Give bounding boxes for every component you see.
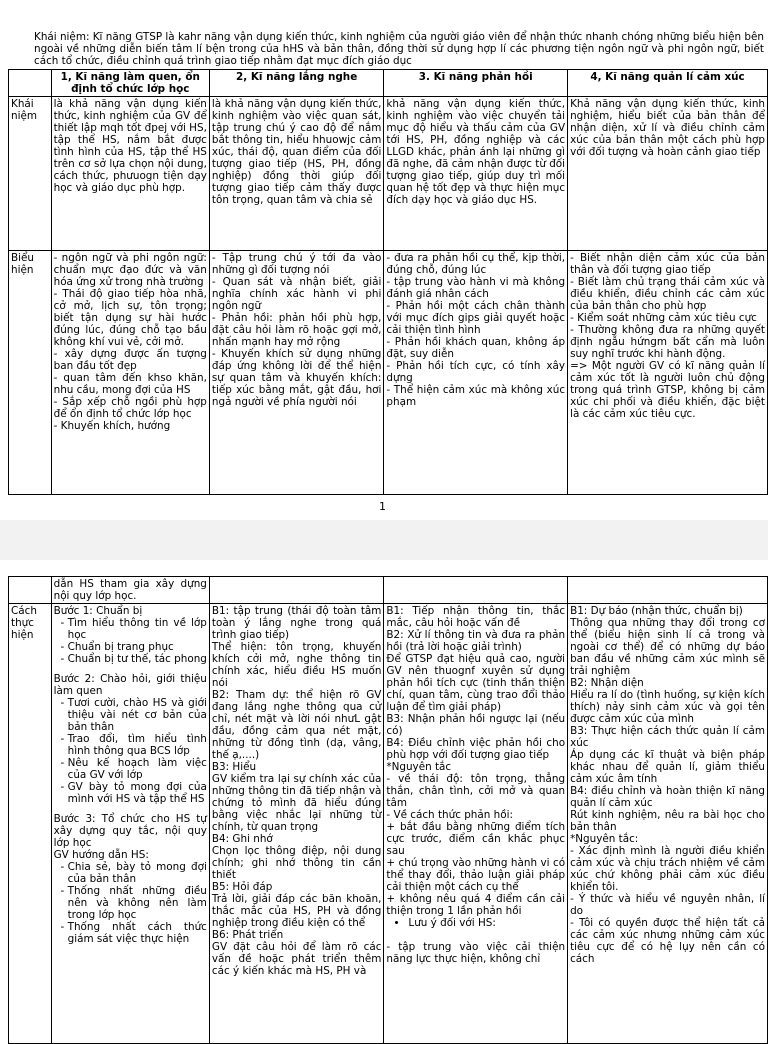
row-label-concept: Khái niệm [9, 97, 52, 251]
continuation-skill-2 [209, 577, 384, 604]
bullet-note: • Lưu ý đối với HS: [408, 917, 565, 929]
page-2 [0, 560, 768, 1024]
table-row-concept [9, 97, 768, 251]
step-3-title: Bước 3: Tổ chức cho HS tự xây dựng quy tắc, nội quy lớp học [53, 813, 207, 849]
concept-skill-4: Khả năng vận dụng kiến thức, kinh nghiệm, hiểu biết của bản thân để nhận diện, xử lí và điều chỉnh cảm xúc của bản thân một cách phù hợp với đối tượng và hoàn cảnh giao tiếp [568, 97, 768, 251]
header-skill-4: 4, Kĩ năng quản lí cảm xúc [568, 70, 768, 97]
step-2-title: Bước 2: Chào hỏi, giới thiệu làm quen [53, 673, 207, 697]
list-item: - Thống nhất những điều nên và không nên làm trong lớp học [68, 885, 207, 921]
page-number: 1 [379, 500, 386, 513]
page-1 [0, 0, 768, 520]
page-gap [0, 520, 768, 560]
header-skill-1: 1, Kĩ năng làm quen, ổn định tổ chức lớp học [51, 70, 209, 97]
list-item: - Chia sẻ, bày tỏ mong đợi của bản thân [68, 861, 207, 885]
concept-skill-2: là khả năng vận dụng kiến thức, kinh nghiệm vào việc quan sát, tập trung chú ý cao độ để nắm bắt thông tin, hiểu hhuowjc cảm xúc, thái độ, quan điểm của đối tượng giao tiếp (HS, PH, đồng nghiệp) đồng thời giúp đối tượng giao tiếp cảm thấy được tôn trọng, quan tâm và chia sẻ [209, 97, 384, 251]
continuation-skill-4 [568, 577, 768, 604]
step-3-subtitle: GV hướng dẫn HS: [53, 849, 149, 861]
list-item: - Thống nhất cách thức giám sát việc thực hiện [68, 921, 207, 945]
list-item: - Trao đổi, tìm hiểu tình hình thông qua BCS lớp [68, 733, 207, 757]
implementation-skill-3-note: - tập trung vào việc cải thiện năng lực thực hiện, không chỉ [386, 941, 569, 965]
skills-table-page-2 [8, 576, 768, 1044]
list-item: - Tìm hiểu thông tin về lớp học [68, 617, 207, 641]
list-item: - Tươi cười, chào HS và giới thiệu vài nét cơ bản của bản thân [68, 697, 207, 733]
manifestation-skill-4: - Biết nhận diện cảm xúc của bản thân và đối tượng giao tiếp - Biết làm chủ trạng thái cảm xúc và điều khiển, điều chỉnh các cảm xúc của bản thân cho phù hợp - Kiểm soát những cảm xúc tiêu cực - Thường không đưa ra những quyết định ngẫu hứngm bất cẩn mà luôn suy nghĩ trước khi hành động. => Một người GV có kĩ năng quản lí cảm xúc tốt là người luôn chủ động trong quá trình GTSP, không bị cảm xúc chi phối và điều khiển, đặc biệt là các cảm xúc tiêu cực. [568, 251, 768, 495]
list-item: - Chuẩn bị tư thế, tác phong [68, 653, 207, 665]
row-label-implementation: Cách thực hiện [9, 604, 52, 1044]
header-empty [9, 70, 52, 97]
list-item: - GV bày tỏ mong đợi của mình với HS và tập thể HS [68, 781, 207, 805]
header-skill-2: 2, Kĩ năng lắng nghe [209, 70, 384, 97]
table-header-row [9, 70, 768, 97]
list-item: - Chuẩn bị trang phục [68, 641, 207, 653]
manifestation-skill-1: - ngôn ngữ và phi ngôn ngữ: chuẩn mực đạo đức và văn hóa ứng xử trong nhà trường - Thái độ giao tiếp hòa nhã, cở mở, lịch sự, tôn trọng; biết tận dụng sự hài hước đúng lúc, đúng chỗ tạo bầu không khí vui vẻ, cởi mở. - xây dựng được ấn tượng ban đầu tốt đẹp - quan tâm đến khso khăn, nhu cầu, mong đợi của HS - Sắp xếp chỗ ngồi phù hợp để ổn định tổ chức lớp học - Khuyến khích, hướng [51, 251, 209, 495]
manifestation-skill-2: - Tập trung chú ý tới đa vào những gì đối tượng nói - Quan sát và nhận biết, giải nghĩa chính xác hành vi phi ngôn ngữ - Phản hồi: phản hồi phù hợp, đặt câu hỏi làm rõ hoặc gợi mở, nhấn mạnh hay mở rộng - Khuyến khích sử dụng những đáp ứng không lời để thể hiện sự quan tâm và khuyến khích: tiếp xúc bằng mắt, gật đầu, hơi ngả người về phía người nói [209, 251, 384, 495]
intro-definition: Khái niệm: Kĩ năng GTSP là kahr năng vận dụng kiến thức, kinh nghiệm của người giáo viên để nhận thức nhanh chóng những biểu hiện bên ngoài về những diễn biến tâm lí bện trong của hHS và bản thân, đồng thời sử dụng hợp lí các phương tiện ngôn ngữ và phi ngôn ngữ, biết cách tổ chức, điều chỉnh quá trình giao tiếp nhằm đạt mục đích giáo dục [34, 31, 764, 67]
table-row-manifestation [9, 251, 768, 495]
implementation-skill-3-steps: B1: Tiếp nhận thông tin, thắc mắc, câu hỏi hoặc vấn đề B2: Xử lí thông tin và đưa ra phản hồi (trả lời hoặc giải trình) Để GTSP đạt hiệu quả cao, người GV nên thuognf xuyên sử dụng phản hồi tích cực (tinh thần thiện chí, quan tâm, cùng trao đổi thảo luận để tìm giải pháp) B3: Nhận phản hồi ngược lại (nếu có) B4: Điều chỉnh việc phản hồi cho phù hợp với đối tượng giao tiếp *Nguyên tắc - về thái độ: tôn trọng, thẳng thắn, chân tình, cởi mở và quan tâm - Về cách thức phản hồi: + bắt đầu bằng những điểm tích cực trước, điểm cần khắc phục sau + chú trọng vào những hành vi có thể thay đổi, thảo luận giải pháp cải thiện một cách cụ thể + không nêu quá 4 điểm cần cải thiện trong 1 lần phản hồi [386, 605, 566, 917]
table-row-continuation [9, 577, 768, 604]
implementation-skill-4: B1: Dự báo (nhận thức, chuẩn bị) Thông qua những thay đổi trong cơ thể (biểu hiện sinh lí cả trong và ngoài cơ thể) để có những dự báo ban đầu về những cảm xúc mình sẽ trải nghiệm B2: Nhận diện Hiểu ra lí do (tình huống, sự kiện kích thích) nảy sinh cảm xúc và gọi tên được cảm xúc của mình B3: Thực hiện cách thức quản lí cảm xúc Áp dụng các kĩ thuật và biện pháp khác nhau để quản lí, giảm thiểu cảm xúc âm tính B4: điều chỉnh và hoàn thiện kĩ năng quản lí cảm xúc Rút kinh nghiệm, nêu ra bài học cho bản thân *Nguyên tắc: - Xác định mình là người điều khiển cảm xúc và chịu trách nhiệm về cảm xúc chứ không phải cảm xúc điều khiển tôi. - Ý thức và hiểu về nguyên nhân, lí do - Tôi có quyền được thể hiện tất cả các cảm xúc nhưng những cảm xúc tiêu cực để có hệ lụy nên cần có cách [568, 604, 768, 1044]
table-row-implementation [9, 604, 768, 1044]
header-skill-3: 3. Kĩ năng phản hồi [384, 70, 568, 97]
continuation-skill-3 [384, 577, 568, 604]
continuation-label [9, 577, 52, 604]
manifestation-skill-3: - đưa ra phản hồi cụ thể, kịp thời, đúng chỗ, đúng lúc - tập trung vào hành vi mà không đánh giá nhân cách - Phản hồi một cách chân thành với mục đích gips giải quyết hoặc cải thiện tình hình - Phản hồi khách quan, không áp đặt, suy diễn - Phản hồi tích cực, có tính xây dựng - Thể hiện cảm xúc mà không xúc phạm [384, 251, 568, 495]
list-item: - Nêu kế hoạch làm việc của GV với lớp [68, 757, 207, 781]
step-1-title: Bước 1: Chuẩn bị [53, 605, 143, 617]
implementation-skill-2: B1: tập trung (thái độ toàn tâm toàn ý lắng nghe trong quá trình giao tiếp) Thể hiện: tôn trọng, khuyến khích cởi mở, nghe thông tin chính xác, hiểu điều HS muốn nói B2: Tham dự: thể hiện rõ GV đang lắng nghe thông qua cử chỉ, nét mặt và lời nói nhưL gật đầu, đồng cảm qua nét mặt, những từ đồng tình (dạ, vâng, thế ạ,....) B3: Hiểu GV kiểm tra lại sự chính xác của những thông tin đã tiếp nhận và chứng tỏ mình đã hiểu đúng bằng việc nhắc lại những từ chính, từ quan trọng B4: Ghi nhớ Chọn lọc thông điệp, nội dung chính; ghi nhớ thông tin cần thiết B5: Hỏi đáp Trả lời, giải đáp các băn khoăn, thắc mắc của HS, PH và đồng nghiệp trong điều kiện có thể B6: Phát triển GV đặt câu hỏi để làm rõ các vấn đề hoặc phát triển thêm các ý kiến khác mà HS, PH và [209, 604, 384, 1044]
implementation-skill-1 [51, 604, 209, 1044]
implementation-skill-3 [384, 604, 568, 1044]
continuation-skill-1: dẫn HS tham gia xây dựng nội quy lớp học. [51, 577, 209, 604]
concept-skill-1: là khả năng vận dụng kiến thức, kinh nghiệm của GV để thiết lập mqh tốt đpej với HS, tập thể HS, nắm bắt được tình hình của HS, tập thể HS trên cơ sở lựa chọn nội dung, cách thức, phưuogn tiện dạy học và giáo dục phù hợp. [51, 97, 209, 251]
concept-skill-3: khả năng vận dụng kiến thức, kinh nghiệm vào việc chuyển tải mục độ hiểu và thấu cảm của GV tới HS, PH, đồng nghiệp và các LLGD khác, phản ánh lại những gì đã nghe, đã cảm nhận được từ đối tượng giao tiếp, giúp duy trì mối quan hệ tốt đẹp và thực hiện mục đích dạy học và giáo dục HS. [384, 97, 568, 251]
row-label-manifestation: Biểu hiện [9, 251, 52, 495]
skills-table-page-1 [8, 69, 768, 495]
